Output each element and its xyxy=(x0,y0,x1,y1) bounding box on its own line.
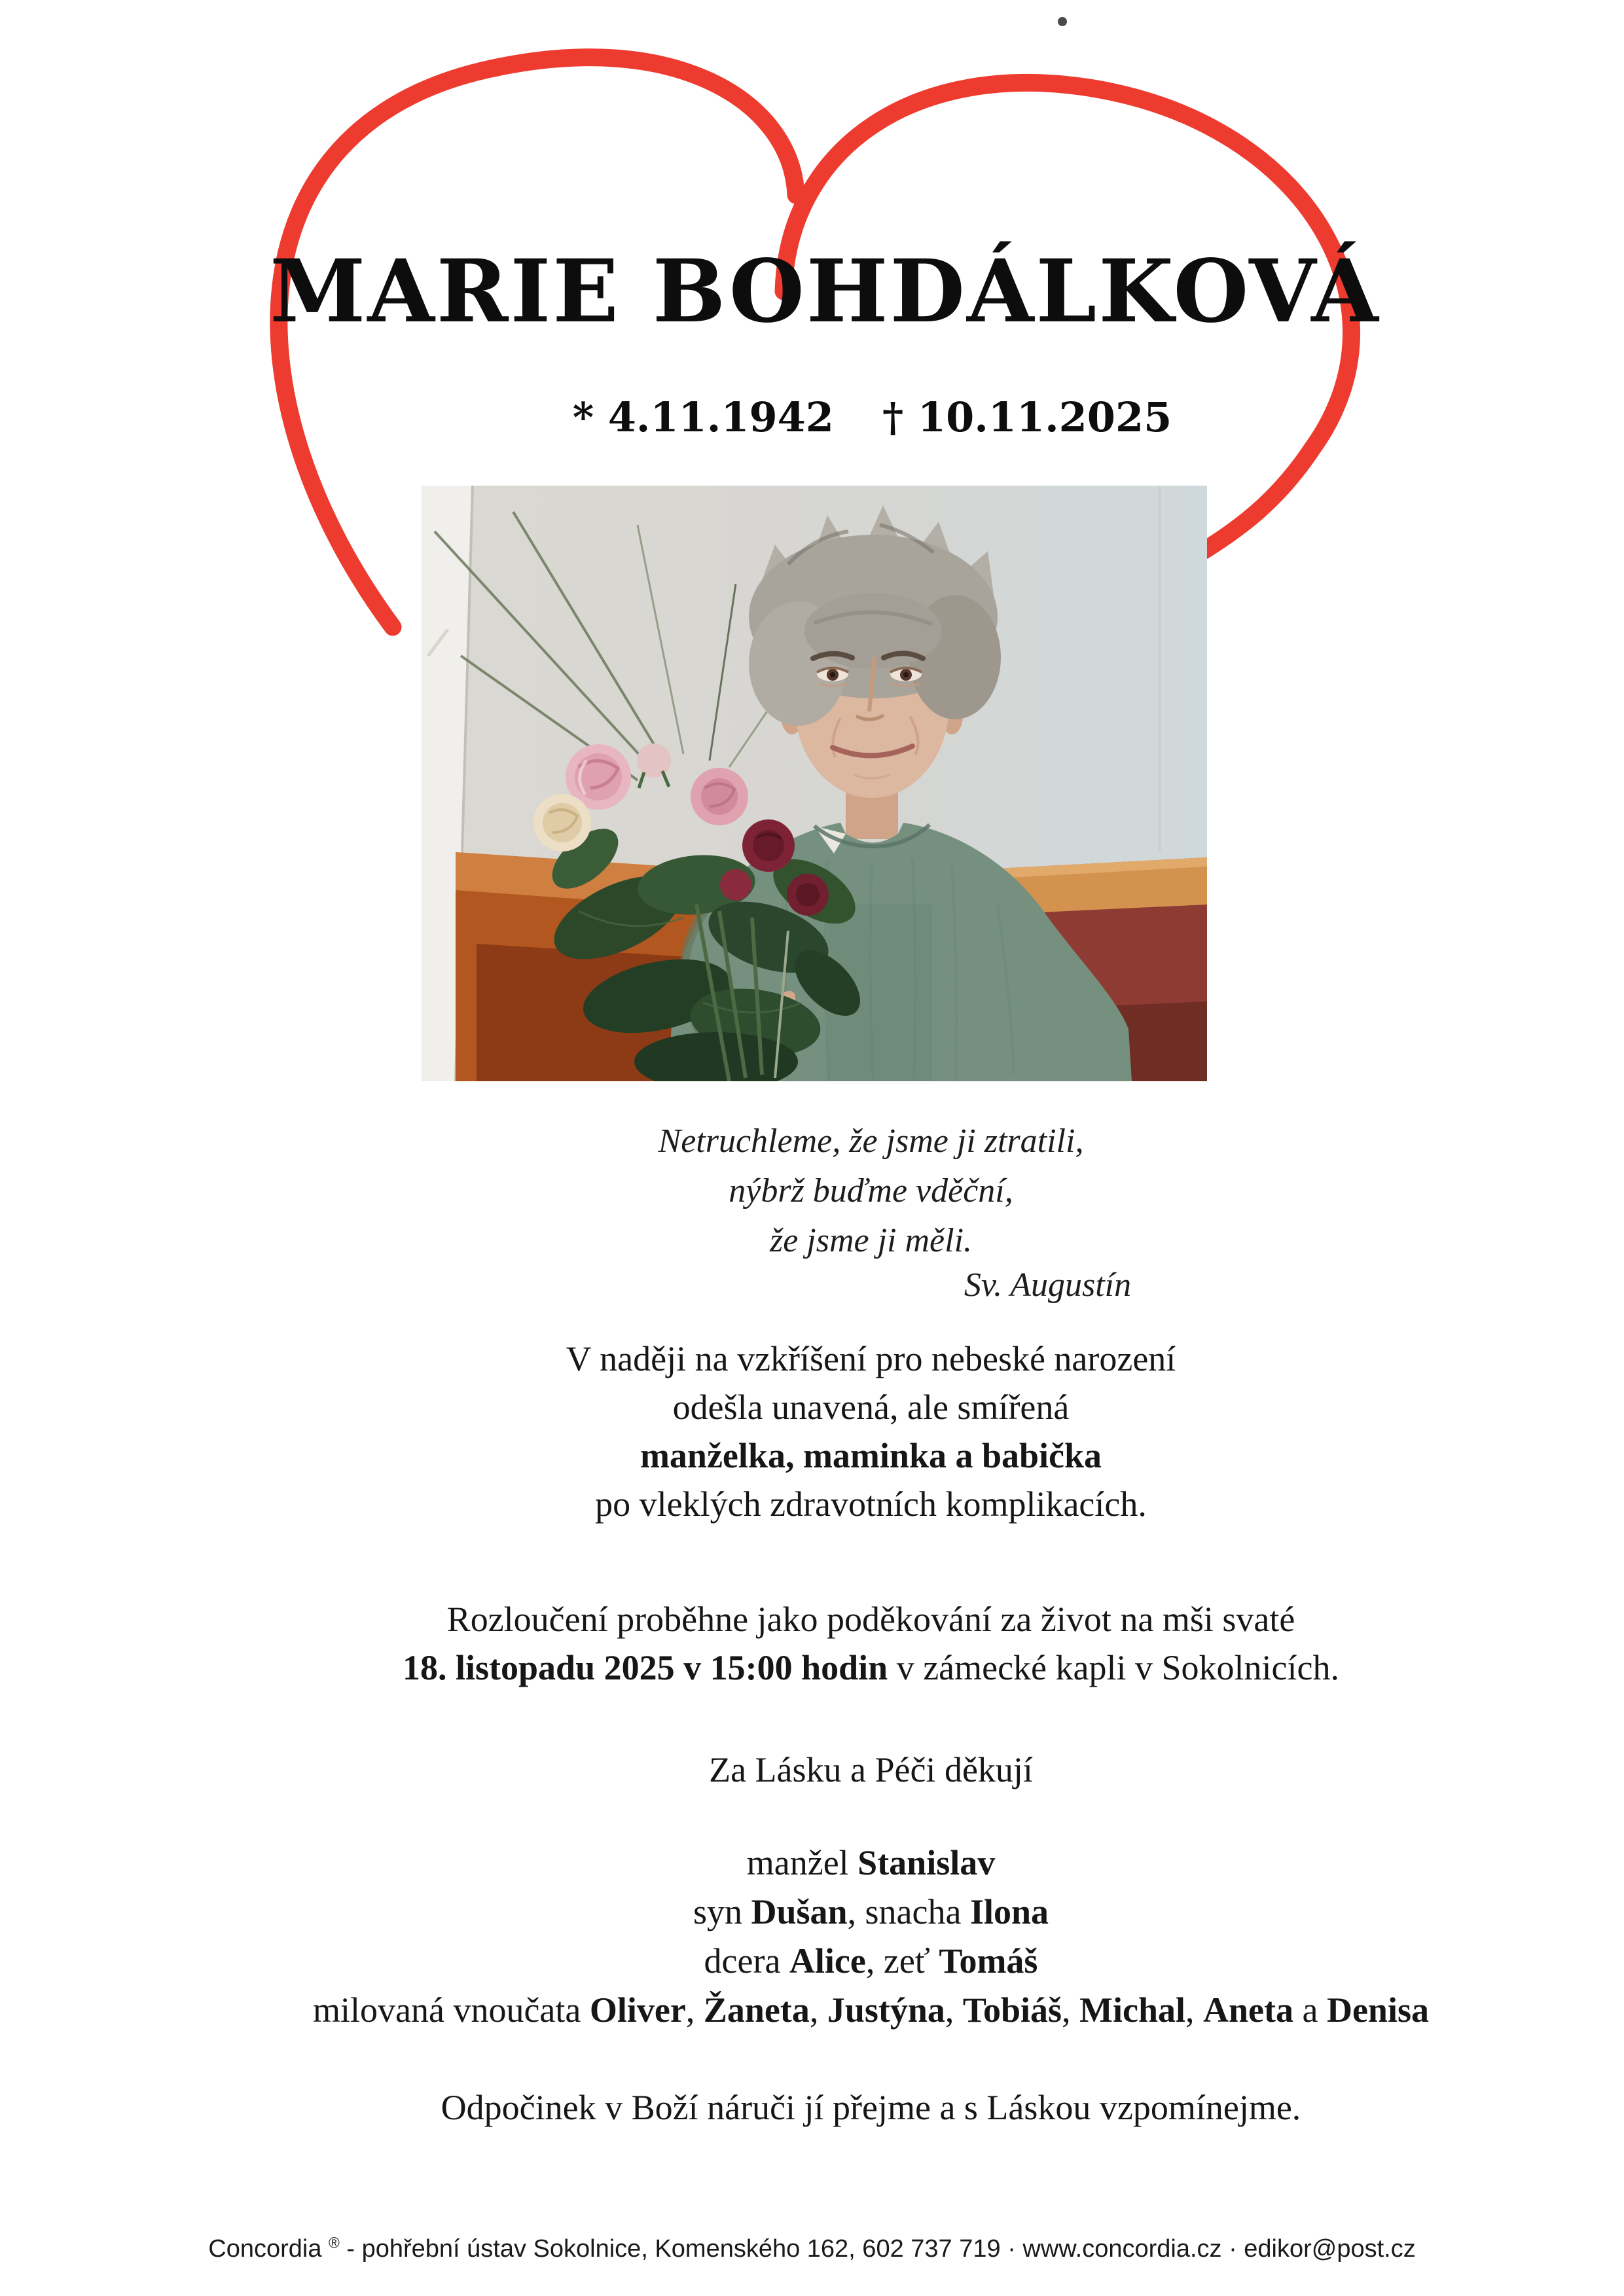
family-line-son: syn Dušan, snacha Ilona xyxy=(693,1892,1049,1931)
family-list xyxy=(0,1839,1624,2035)
ink-dot xyxy=(1058,17,1067,26)
farewell-date-line: 18. listopadu 2025 v 15:00 hodin v zámecké kapli v Sokolnicích. xyxy=(403,1648,1339,1687)
quote-attribution: Sv. Augustín xyxy=(964,1266,1132,1304)
farewell-line: Rozloučení proběhne jako poděkování za život na mši svaté xyxy=(446,1600,1295,1639)
footer-text: Concordia ® - pohřební ústav Sokolnice, Komenského 162, 602 737 719 · www.concordia.cz · edikor@post.cz xyxy=(208,2234,1416,2263)
quote-line: Netruchleme, že jsme ji ztratili, xyxy=(658,1122,1084,1160)
portrait-photo xyxy=(422,486,1207,1081)
obituary-paragraph xyxy=(0,1335,1624,1528)
family-line-husband: manžel Stanislav xyxy=(746,1843,996,1882)
death-date: † 10.11.2025 xyxy=(882,393,1172,441)
birth-date: * 4.11.1942 xyxy=(572,393,834,441)
thanks-heading: Za Lásku a Péči děkují xyxy=(709,1750,1033,1789)
obituary-line: po vleklých zdravotních komplikacích. xyxy=(595,1484,1147,1524)
family-line-grandchildren: milovaná vnoučata Oliver, Žaneta, Justýna, Tobiáš, Michal, Aneta a Denisa xyxy=(313,1990,1429,2030)
quote-line: nýbrž buďme vděční, xyxy=(729,1172,1013,1210)
obituary-line: odešla unavená, ale smířená xyxy=(672,1388,1070,1427)
family-line-daughter: dcera Alice, zeť Tomáš xyxy=(704,1941,1038,1981)
farewell-info xyxy=(0,1595,1624,1692)
closing-line: Odpočinek v Boží náruči jí přejme a s Láskou vzpomínejme. xyxy=(441,2088,1301,2127)
quote-line: že jsme ji měli. xyxy=(769,1222,973,1259)
memorial-quote xyxy=(0,1117,1624,1266)
funeral-home-footer xyxy=(0,2225,1624,2266)
obituary-line: V naději na vzkříšení pro nebeské narození xyxy=(566,1339,1176,1378)
obituary-line-roles: manželka, maminka a babička xyxy=(640,1436,1102,1475)
life-dates xyxy=(0,390,1624,445)
deceased-name: MARIE BOHDÁLKOVÁ xyxy=(270,241,1380,342)
